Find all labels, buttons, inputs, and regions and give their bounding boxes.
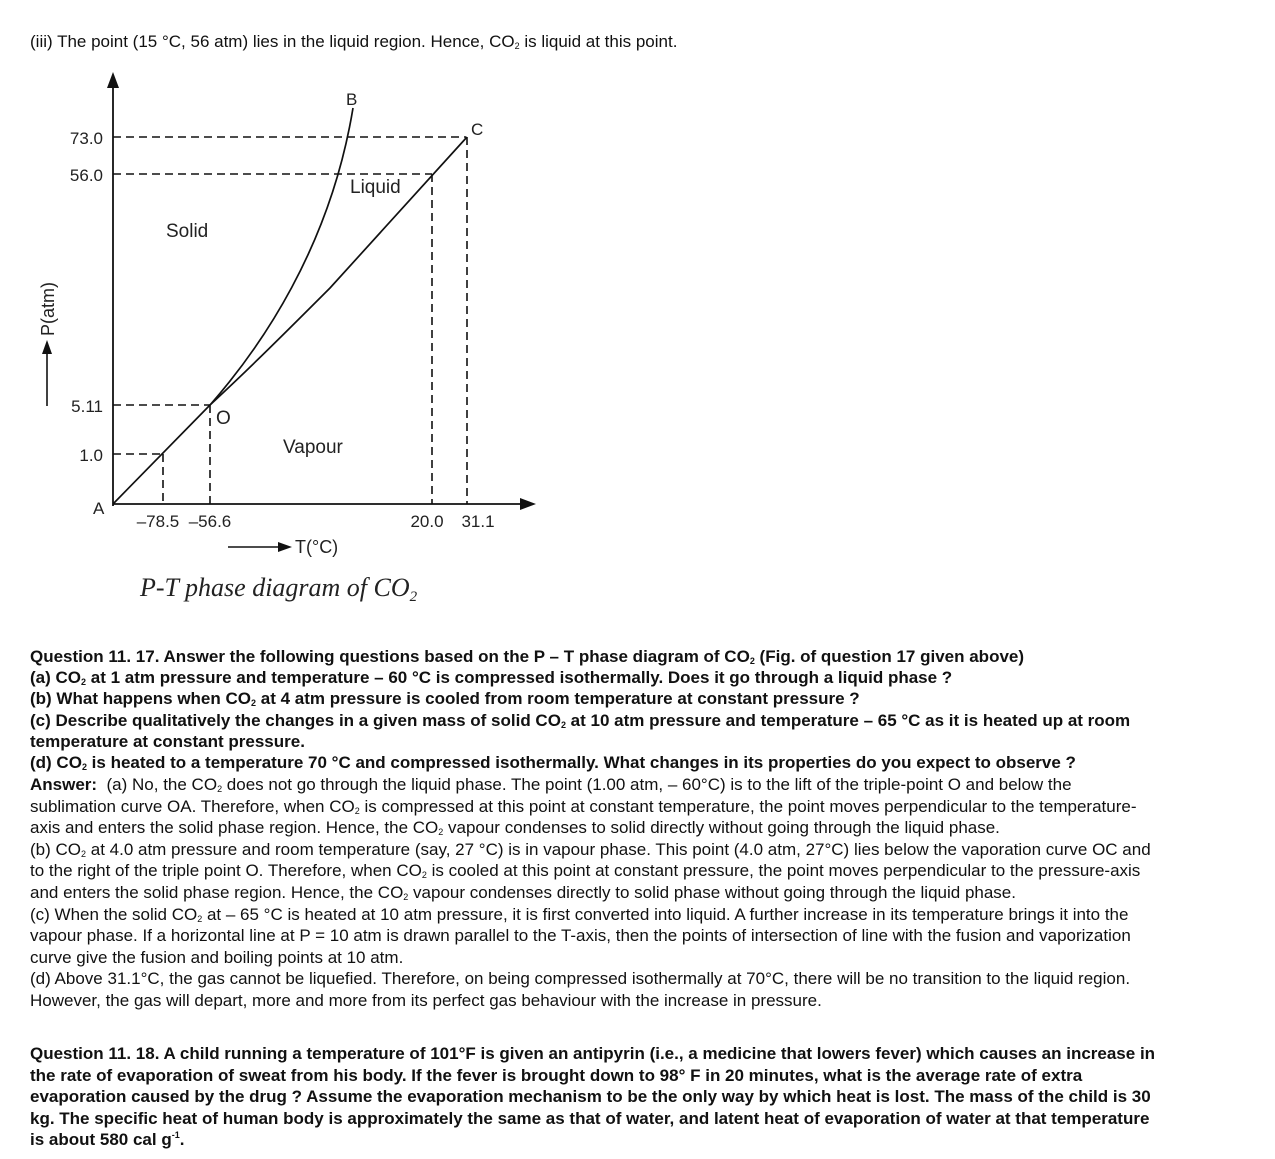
text-segment: (c) Describe qualitatively the changes in a given mass of solid CO <box>30 711 561 730</box>
y-tick-label: 1.0 <box>79 446 103 465</box>
answer-label: Answer: <box>30 775 98 794</box>
point-label-c: C <box>471 120 484 139</box>
text-segment: is heated to a temperature 70 °C and compressed isothermally. What changes in its properties do you expect to observe ? <box>86 753 1076 772</box>
caption-subscript: 2 <box>409 589 418 605</box>
text-segment: Question 11. 17. Answer the following questions based on the P – T phase diagram of CO <box>30 647 750 666</box>
text-segment: vapour condenses to solid directly without going through the liquid phase. <box>443 818 1000 837</box>
q17-part-c <box>30 710 1130 731</box>
text-segment: at 4.0 atm pressure and room temperature (say, 27 °C) is in vapour phase. This point (4.0 atm, 27°C) lies below the vaporation curve OC and <box>86 840 1151 859</box>
subscript: 2 <box>81 849 87 859</box>
subscript: 2 <box>81 762 87 772</box>
answer17-a-line3 <box>30 817 1000 838</box>
answer17-b-line3 <box>30 882 1016 903</box>
region-label-liquid: Liquid <box>350 177 401 198</box>
text-segment: at 4 atm pressure is cooled from room temperature at constant pressure ? <box>256 689 860 708</box>
text-segment: vapour condenses directly to solid phase without going through the liquid phase. <box>408 883 1016 902</box>
subscript: 2 <box>560 720 566 730</box>
subscript: 2 <box>197 914 203 924</box>
text-segment: (d) CO <box>30 753 82 772</box>
q18-line1: Question 11. 18. A child running a temperature of 101°F is given an antipyrin (i.e., a medicine that lowers fever) which causes an increase in <box>30 1044 1156 1063</box>
region-label-vapour: Vapour <box>283 437 343 458</box>
y-tick-label: 5.11 <box>71 397 103 416</box>
subscript: 2 <box>421 870 427 880</box>
text-segment: (b) What happens when CO <box>30 689 251 708</box>
q18-line4: kg. The specific heat of human body is approximately the same as that of water, and latent heat of evaporation of water at that temperature <box>30 1109 1150 1128</box>
x-tick-label: 31.1 <box>461 512 495 531</box>
phase-diagram-figure <box>30 68 550 613</box>
q17-title <box>30 646 1024 667</box>
figure-caption <box>140 573 417 603</box>
q17-part-b <box>30 688 860 709</box>
p-axis-arrowhead-icon <box>107 72 119 88</box>
text-segment: sublimation curve OA. Therefore, when CO <box>30 797 355 816</box>
subscript: 2 <box>514 41 520 51</box>
superscript: -1 <box>171 1130 180 1140</box>
y-tick-label: 56.0 <box>69 166 103 185</box>
answer17-c-line3: curve give the fusion and boiling points at 10 atm. <box>30 948 404 967</box>
point-label-a: A <box>93 499 105 518</box>
answer17-a-line1 <box>30 774 1072 795</box>
subscript: 2 <box>251 698 257 708</box>
y-axis-label-arrowhead-icon <box>42 340 52 354</box>
text-segment: does not go through the liquid phase. The point (1.00 atm, – 60°C) is to the lift of the triple-point O and below the <box>222 775 1072 794</box>
answer17-c-line2: vapour phase. If a horizontal line at P = 10 atm is drawn parallel to the T-axis, then the points of intersection of line with the fusion and vaporization <box>30 926 1131 945</box>
text-segment: is compressed at this point at constant temperature, the point moves perpendicular to the temperature- <box>359 797 1137 816</box>
answer17-d-line1: (d) Above 31.1°C, the gas cannot be liquefied. Therefore, on being compressed isothermally at 70°C, there will be no transition to the liquid region. <box>30 969 1131 988</box>
q18-line3: evaporation caused by the drug ? Assume the evaporation mechanism to be the only way by which heat is lost. The mass of the child is 30 <box>30 1087 1151 1106</box>
q17-part-d <box>30 752 1076 773</box>
q18-line5 <box>30 1129 184 1150</box>
text-segment: is cooled at this point at constant pressure, the point moves perpendicular to the pressure-axis <box>426 861 1141 880</box>
subscript: 2 <box>217 784 223 794</box>
y-tick-label: 73.0 <box>69 129 103 148</box>
intro-text <box>30 31 677 52</box>
text-segment: . <box>179 1130 185 1149</box>
t-axis-arrowhead-icon <box>520 498 536 510</box>
answer17-d-line2: However, the gas will depart, more and more from its perfect gas behaviour with the increase in pressure. <box>30 991 822 1010</box>
phase-diagram-svg <box>30 68 550 613</box>
text-segment: to the right of the triple point O. Therefore, when CO <box>30 861 422 880</box>
text-segment: is about 580 cal g <box>30 1130 172 1149</box>
answer17-b-line1 <box>30 839 1151 860</box>
x-tick-label: 20.0 <box>410 512 444 531</box>
q17-part-a <box>30 667 952 688</box>
subscript: 2 <box>354 806 360 816</box>
text-segment: and enters the solid phase region. Hence, the CO <box>30 883 404 902</box>
q18-line2: the rate of evaporation of sweat from his body. If the fever is brought down to 98° F in 20 minutes, what is the average rate of extra <box>30 1066 1083 1085</box>
x-axis-label: T(°C) <box>295 537 339 557</box>
region-label-solid: Solid <box>166 221 209 242</box>
y-axis-label: P(atm) <box>38 282 58 336</box>
text-segment: (a) No, the CO <box>97 775 218 794</box>
x-tick-label: –78.5 <box>136 512 180 531</box>
x-axis-label-arrowhead-icon <box>278 542 292 552</box>
text-segment: (Fig. of question 17 given above) <box>754 647 1025 666</box>
subscript: 2 <box>81 677 87 687</box>
intro-text-post: is liquid at this point. <box>519 32 678 51</box>
subscript: 2 <box>438 827 444 837</box>
caption-text: P-T phase diagram of CO <box>140 573 410 602</box>
text-segment: (c) When the solid CO <box>30 905 198 924</box>
subscript: 2 <box>749 656 755 666</box>
text-segment: at 1 atm pressure and temperature – 60 °C is compressed isothermally. Does it go through a liquid phase ? <box>86 668 953 687</box>
vaporisation-curve-oc <box>210 137 467 405</box>
answer17-b-line2 <box>30 860 1140 881</box>
subscript: 2 <box>403 892 409 902</box>
text-segment: (b) CO <box>30 840 81 859</box>
text-segment: at – 65 °C is heated at 10 atm pressure, it is first converted into liquid. A further increase in its temperature brings it into the <box>202 905 1129 924</box>
answer17-a-line2 <box>30 796 1136 817</box>
text-segment: (a) CO <box>30 668 81 687</box>
text-segment: at 10 atm pressure and temperature – 65 °C as it is heated up at room <box>565 711 1131 730</box>
q17-part-c-cont: temperature at constant pressure. <box>30 732 305 751</box>
text-segment: axis and enters the solid phase region. Hence, the CO <box>30 818 439 837</box>
intro-text-pre: (iii) The point (15 °C, 56 atm) lies in the liquid region. Hence, CO <box>30 32 515 51</box>
point-label-o: O <box>216 408 231 429</box>
answer17-c-line1 <box>30 904 1128 925</box>
x-tick-label: –56.6 <box>188 512 232 531</box>
point-label-b: B <box>346 90 358 109</box>
fusion-curve-ob <box>210 108 353 405</box>
